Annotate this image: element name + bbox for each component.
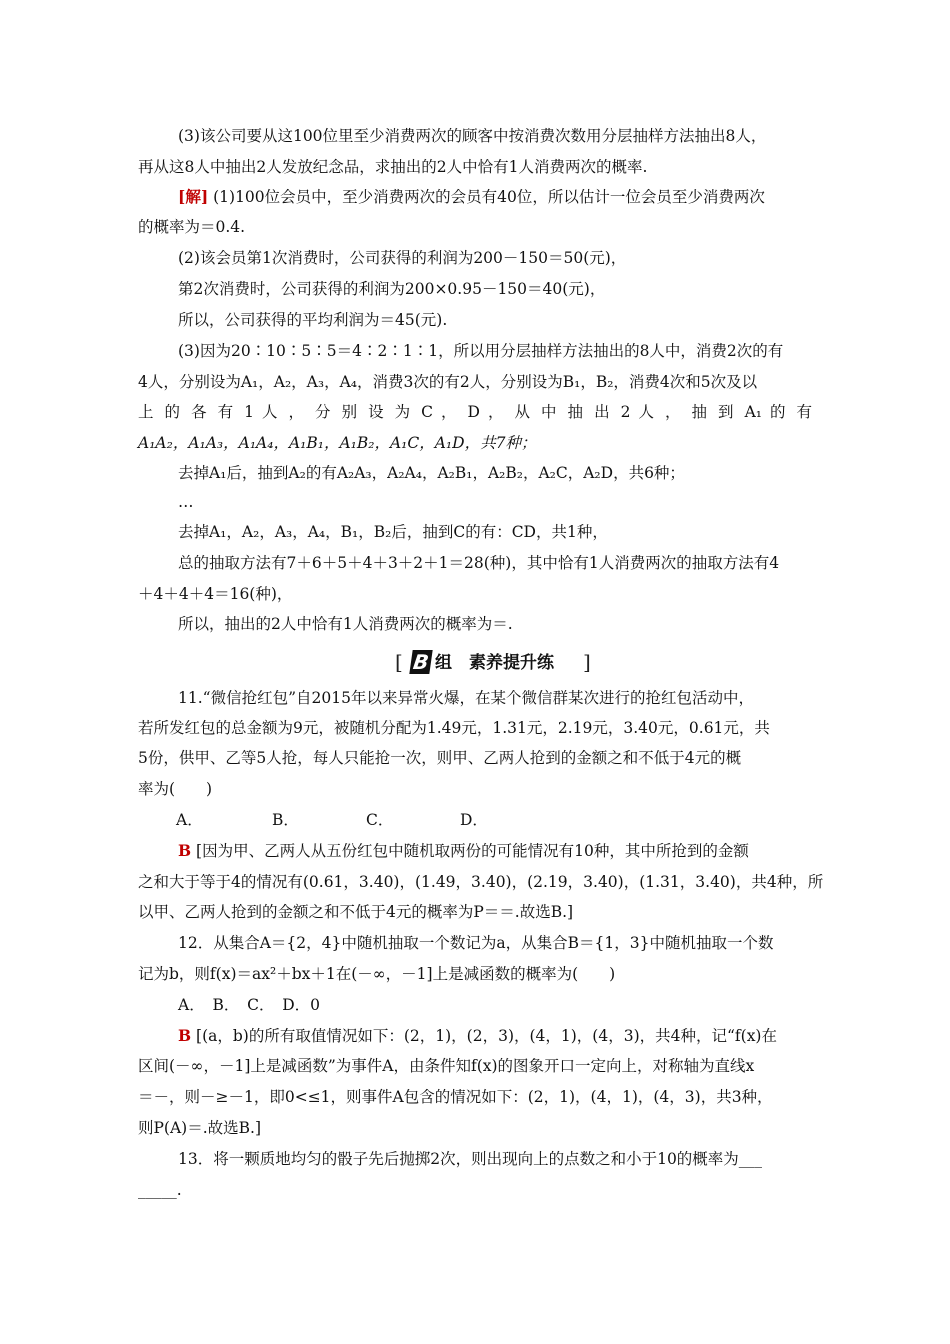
solution-line12: 总的抽取方法有7＋6＋5＋4＋3＋2＋1＝28(种)，其中恰有1人消费两次的抽取方法有4 (178, 554, 780, 572)
problem13-line1: 13．将一颗质地均匀的骰子先后抛掷2次，则出现向上的点数之和小于10的概率为___ (178, 1150, 763, 1168)
problem11-option-b: B． (272, 811, 299, 829)
solution-line11: 去掉A₁，A₂，A₃，A₄，B₁，B₂后，抽到C的有：CD，共1种， (178, 523, 608, 541)
problem11-option-d: D． (460, 811, 488, 829)
problem11-option-c: C． (366, 811, 394, 829)
solution-line5: 所以，公司获得的平均利润为＝45(元). (178, 311, 448, 329)
problem12-line2: 记为b，则f(x)＝ax²＋bx＋1在(－∞，－1]上是减函数的概率为( ) (138, 965, 616, 983)
solution-text: (1)100位会员中，至少消费两次的会员有40位，所以估计一位会员至少消费两次 (213, 188, 765, 206)
problem11-line2: 若所发红包的总金额为9元，被随机分配为1.49元，1.31元，2.19元，3.40元，0.61元，共 (138, 719, 770, 737)
problem12-options: A． B． C． D．0 (178, 996, 320, 1014)
solution-line2: 的概率为＝0.4. (138, 218, 246, 236)
problem11-answer-letter: B (178, 841, 192, 860)
problem12-answer-text: [(a，b)的所有取值情况如下：(2，1)，(2，3)，(4，1)，(4，3)，共4种，记“f(x)在 (196, 1027, 777, 1045)
problem11-answer-line2: 之和大于等于4的情况有(0.61，3.40)，(1.49，3.40)，(2.19，3.40)，(1.31，3.40)，共4种，所 (138, 873, 824, 891)
solution-line13: ＋4＋4＋4＝16(种)， (138, 585, 293, 603)
solution-line7: 4人，分别设为A₁，A₂，A₃，A₄，消费3次的有2人，分别设为B₁，B₂，消费4次和5次及以 (138, 373, 758, 391)
banner-right-bracket: ] (583, 650, 591, 674)
problem10-part3-line1: (3)该公司要从这100位里至少消费两次的顾客中按消费次数用分层抽样方法抽出8人， (178, 127, 767, 145)
section-banner (395, 648, 595, 676)
solution-line6: (3)因为20∶10∶5∶5＝4∶2∶1∶1，所以用分层抽样方法抽出的8人中，消费2次的有 (178, 342, 784, 360)
solution-tag: [解] (178, 187, 209, 206)
solution-line14: 所以，抽出的2人中恰有1人消费两次的概率为＝. (178, 615, 513, 633)
problem11-answer-text: [因为甲、乙两人从五份红包中随机取两份的可能情况有10种，其中所抢到的金额 (196, 842, 749, 860)
banner-left-bracket: [ (395, 650, 403, 674)
banner-title: 组 素养提升练 (435, 653, 554, 673)
problem11-answer-line1 (178, 841, 749, 861)
problem11-option-a: A． (176, 811, 203, 829)
problem12-answer-line3: ＝－，则－≥－1，即0<≤1，则事件A包含的情况如下：(2，1)，(4，1)，(4，3)，共3种， (138, 1088, 773, 1106)
problem12-answer-line4: 则P(A)＝.故选B.] (138, 1119, 262, 1137)
problem12-answer-line2: 区间(－∞，－1]上是减函数”为事件A，由条件知f(x)的图象开口一定向上，对称轴为直线x (138, 1057, 755, 1075)
problem11-answer-line3: 以甲、乙两人抢到的金额之和不低于4元的概率为P＝＝.故选B.] (138, 903, 574, 921)
problem12-answer-letter: B (178, 1026, 192, 1045)
solution-line1 (178, 187, 765, 207)
solution-line4: 第2次消费时，公司获得的利润为200×0.95－150＝40(元)， (178, 280, 606, 298)
problem11-line4: 率为( ) (138, 780, 213, 798)
problem10-part3-line2: 再从这8人中抽出2人发放纪念品，求抽出的2人中恰有1人消费两次的概率. (138, 158, 648, 176)
solution-ellipsis: … (178, 493, 194, 511)
solution-line10: 去掉A₁后，抽到A₂的有A₂A₃，A₂A₄，A₂B₁，A₂B₂，A₂C，A₂D，共6种； (178, 464, 685, 482)
solution-line3: (2)该会员第1次消费时，公司获得的利润为200－150＝50(元)， (178, 249, 627, 267)
solution-line9: A₁A₂，A₁A₃，A₁A₄，A₁B₁，A₁B₂，A₁C，A₁D，共7种； (138, 434, 537, 452)
solution-line8: 上 的 各 有 1 人 ， 分 别 设 为 C ， D ， 从 中 抽 出 2 人 ， 抽 到 A₁ 的 有 (138, 403, 812, 421)
problem12-answer-line1 (178, 1026, 777, 1046)
banner-letter-badge: B (409, 650, 432, 674)
problem11-line1: 11.“微信抢红包”自2015年以来异常火爆，在某个微信群某次进行的抢红包活动中， (178, 689, 754, 707)
problem11-line3: 5份，供甲、乙等5人抢，每人只能抢一次，则甲、乙两人抢到的金额之和不低于4元的概 (138, 749, 742, 767)
problem13-line2: _____. (138, 1181, 182, 1199)
problem12-line1: 12．从集合A＝{2，4}中随机抽取一个数记为a，从集合B＝{1，3}中随机抽取一个数 (178, 934, 774, 952)
